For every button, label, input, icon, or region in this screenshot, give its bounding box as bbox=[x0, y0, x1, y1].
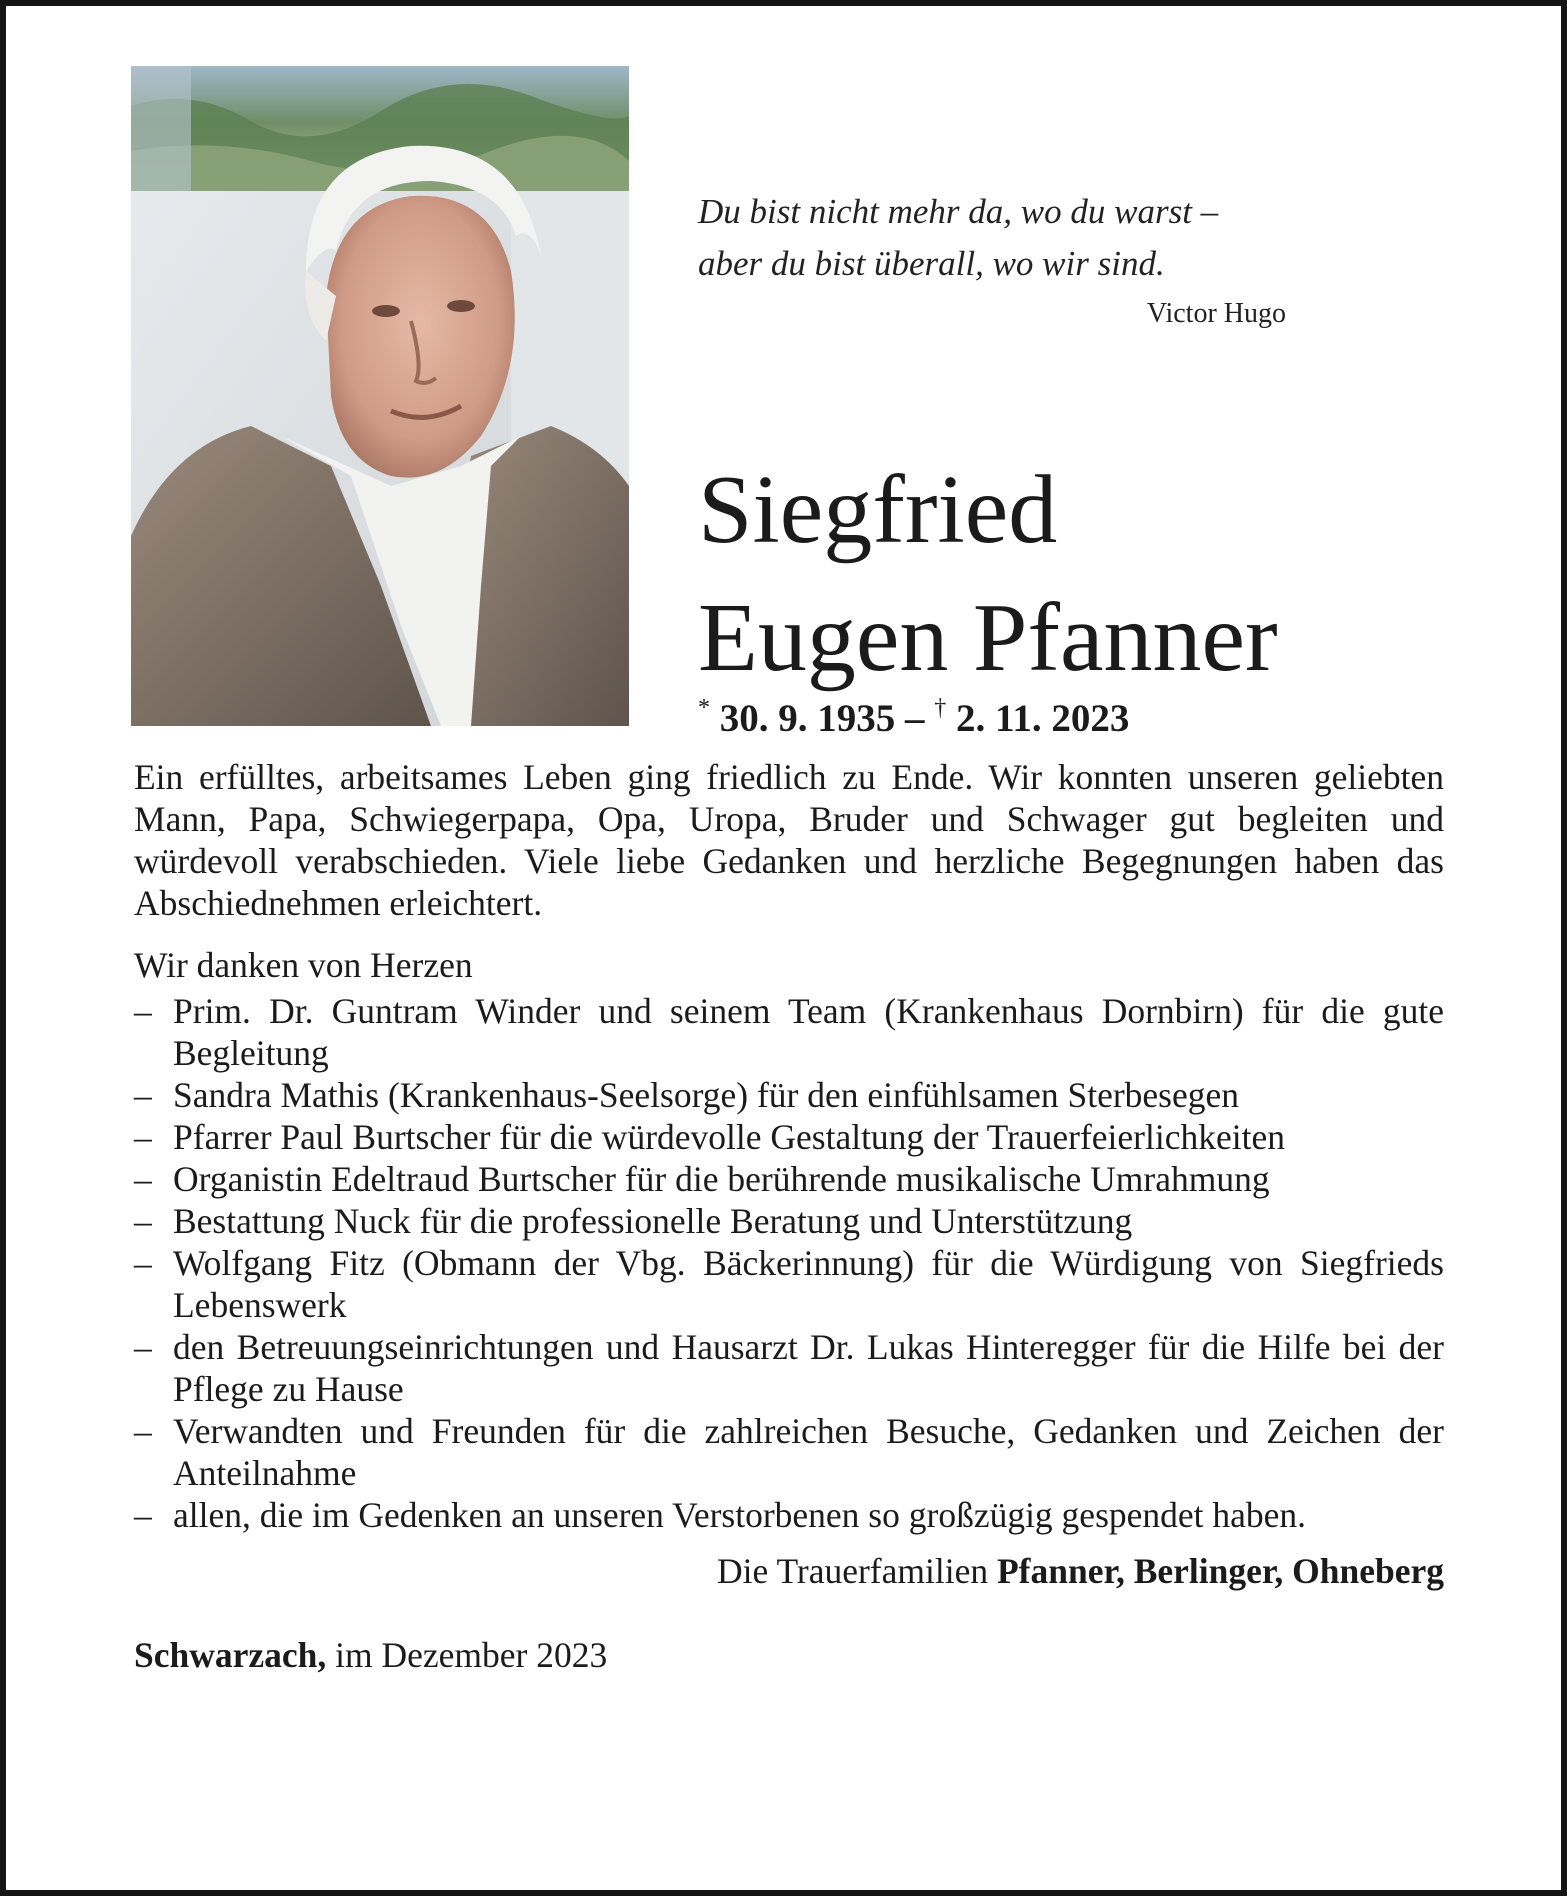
intro-paragraph: Ein erfülltes, arbeitsames Leben ging friedlich zu Ende. Wir konnten unseren geliebten Mann, Papa, Schwiegerpapa, Opa, Uropa, Bruder und Schwager gut begleiten und würdevoll verabschieden. Viele liebe Gedanken und herzliche Begegnungen haben das Abschiednehmen erleichtert. bbox=[134, 757, 1444, 923]
thanks-item: – Sandra Mathis (Krankenhaus-Seelsorge) für den einfühlsamen Sterbesegen bbox=[134, 1074, 1444, 1116]
birth-date: 30. 9. 1935 bbox=[719, 697, 896, 740]
closing-date: im Dezember 2023 bbox=[335, 1635, 608, 1675]
life-dates bbox=[698, 696, 1129, 741]
thanks-item: – Wolfgang Fitz (Obmann der Vbg. Bäckerinnung) für die Würdigung von Siegfrieds Lebenswerk bbox=[134, 1242, 1444, 1326]
quote-author: Victor Hugo bbox=[1146, 298, 1286, 329]
thanks-heading: Wir danken von Herzen bbox=[134, 945, 473, 985]
thanks-item: – Organistin Edeltraud Burtscher für die berührende musikalische Umrahmung bbox=[134, 1158, 1444, 1200]
deceased-name bbox=[698, 446, 1278, 702]
portrait-photo bbox=[131, 66, 629, 726]
signature-prefix: Die Trauerfamilien bbox=[716, 1551, 989, 1591]
death-symbol: † bbox=[934, 695, 947, 721]
name-line-1: Siegfried bbox=[698, 456, 1058, 564]
thanks-item: – den Betreuungseinrichtungen und Hausarzt Dr. Lukas Hinteregger für die Hilfe bei der Pflege zu Hause bbox=[134, 1326, 1444, 1410]
closing-place: Schwarzach, bbox=[134, 1635, 327, 1675]
thanks-item: – Pfarrer Paul Burtscher für die würdevolle Gestaltung der Trauerfeierlichkeiten bbox=[134, 1116, 1444, 1158]
thanks-list bbox=[134, 990, 1444, 1536]
obituary-body bbox=[134, 756, 1444, 1676]
name-line-2: Eugen Pfanner bbox=[698, 584, 1278, 692]
thanks-item: – Verwandten und Freunden für die zahlreichen Besuche, Gedanken und Zeichen der Anteilnahme bbox=[134, 1410, 1444, 1494]
family-signature bbox=[134, 1550, 1444, 1592]
place-date-line bbox=[134, 1634, 1444, 1676]
thanks-item: – Prim. Dr. Guntram Winder und seinem Team (Krankenhaus Dornbirn) für die gute Begleitung bbox=[134, 990, 1444, 1074]
quote-line-1: Du bist nicht mehr da, wo du warst – bbox=[698, 192, 1219, 231]
quote-block bbox=[698, 186, 1298, 330]
portrait-image bbox=[131, 66, 629, 726]
thanks-item: – allen, die im Gedenken an unseren Verstorbenen so großzügig gespendet haben. bbox=[134, 1494, 1444, 1536]
quote-line-2: aber du bist überall, wo wir sind. bbox=[698, 244, 1165, 283]
date-separator: – bbox=[905, 697, 925, 740]
signature-families: Pfanner, Berlinger, Ohneberg bbox=[996, 1551, 1444, 1591]
death-date: 2. 11. 2023 bbox=[956, 697, 1130, 740]
birth-symbol: * bbox=[698, 695, 710, 721]
thanks-item: – Bestattung Nuck für die professionelle Beratung und Unterstützung bbox=[134, 1200, 1444, 1242]
